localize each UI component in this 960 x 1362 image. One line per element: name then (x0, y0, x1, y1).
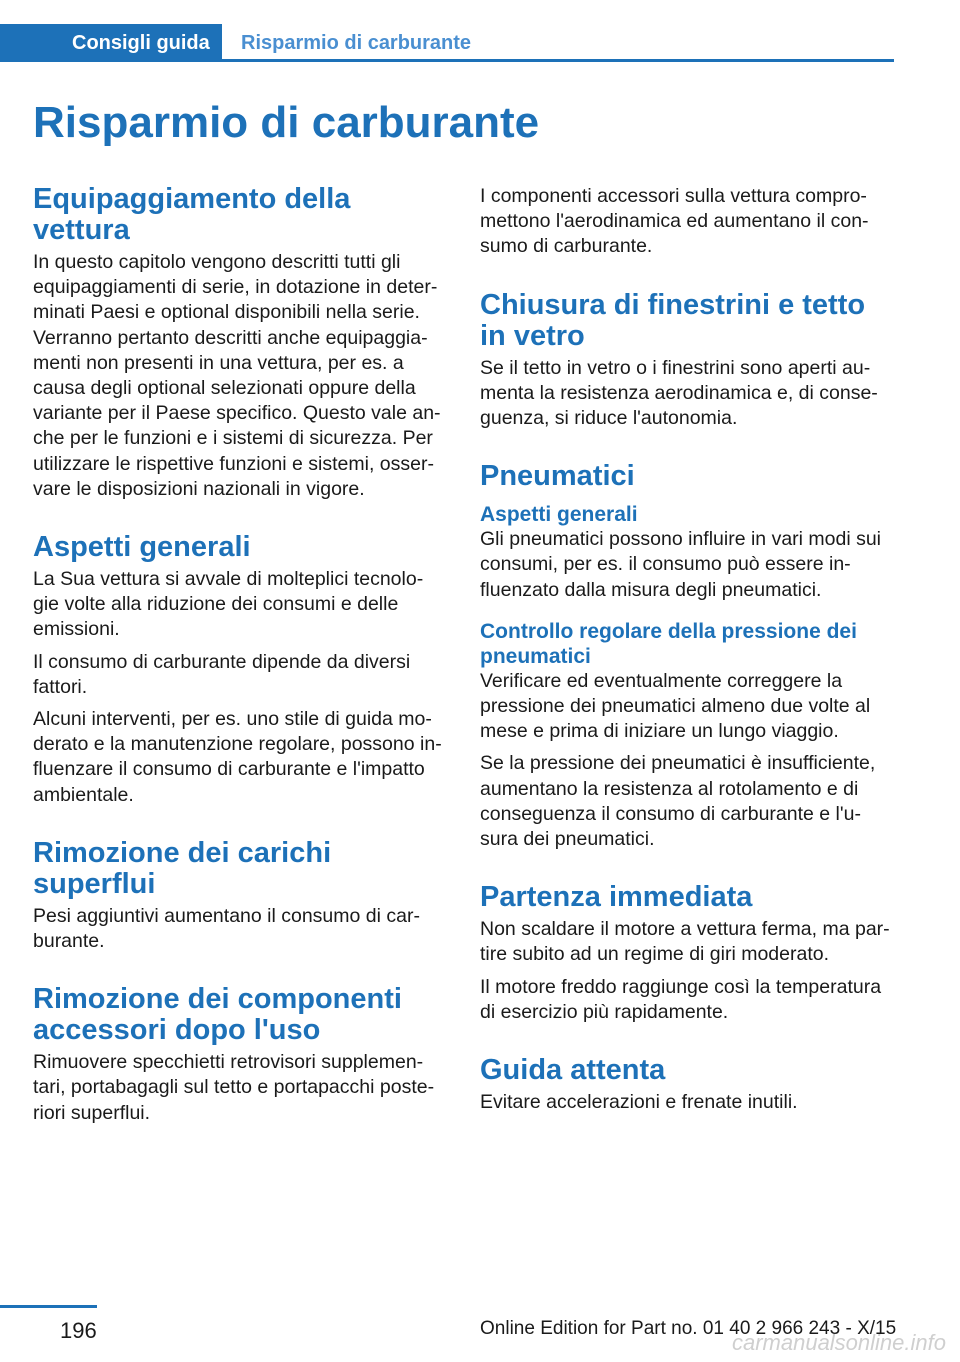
edition-note: Online Edition for Part no. 01 40 2 966 243 - X/15 (480, 1318, 897, 1339)
right-column (480, 184, 896, 1122)
section-heading-careful-driving: Guida attenta (480, 1054, 666, 1087)
paragraph: Alcuni interventi, per es. uno stile di guida mo‐derato e la manutenzione regolare, possono in‐fluenzare il consumo di carburante e l'impatto ambientale. (33, 708, 442, 806)
paragraph: Il motore freddo raggiunge così la temperatura di esercizio più rapidamente. (480, 975, 882, 1023)
watermark: carmanualsonline.info (731, 1330, 946, 1355)
section-heading-start: Partenza immediata (480, 881, 753, 914)
section-heading-equipment: Equipaggiamento della vettura (33, 183, 351, 246)
section-heading-tyres: Pneumatici (480, 460, 635, 493)
section-tab: Consigli guida (0, 24, 222, 62)
left-column (33, 184, 449, 1133)
footer-rule (0, 1305, 97, 1308)
paragraph: Gli pneumatici possono influire in vari modi sui consumi, per es. il consumo può essere in‐fluenzato dalla misura degli pneumatici. (480, 528, 882, 601)
paragraph: Non scaldare il motore a vettura ferma, ma par‐tire subito ad un regime di giri moderato. (480, 918, 890, 966)
section-heading-loads: Rimozione dei carichi superflui (33, 836, 332, 900)
section-heading-windows: Chiusura di finestrini e tetto in vetro (480, 288, 866, 352)
section-heading-general: Aspetti generali (33, 531, 251, 564)
paragraph: Evitare accelerazioni e frenate inutili. (480, 1091, 798, 1114)
paragraph: In questo capitolo vengono descritti tutti gli equipaggiamenti di serie, in dotazione in deter‐minati Paesi e optional disponibili nella serie. Verranno pertanto descritti anche equipaggia‐menti non presenti in una vettura, per es. a causa degli optional selezionati oppure della variante per il Paese specifico. Questo vale an‐che per le funzioni e i sistemi di sicurezza. Per utilizzare le rispettive funzioni e sistemi, osser‐vare le disposizioni nazionali in vigore. (33, 251, 441, 500)
paragraph: I componenti accessori sulla vettura compro‐mettono l'aerodinamica ed aumentano il con‐sumo di carburante. (480, 185, 869, 258)
subheading-pressure: Controllo regolare della pressione dei pneumatici (480, 619, 857, 668)
paragraph: Verificare ed eventualmente correggere la pressione dei pneumatici almeno due volte al mese e prima di iniziare un lungo viaggio. (480, 669, 871, 743)
paragraph: Se il tetto in vetro o i finestrini sono aperti au‐menta la resistenza aerodinamica e, di conse‐guenza, si riduce l'autonomia. (480, 356, 878, 430)
page-number: 196 (60, 1318, 97, 1343)
paragraph: Il consumo di carburante dipende da diversi fattori. (33, 650, 411, 698)
page-header (0, 24, 894, 62)
subsection-tab: Risparmio di carburante (241, 32, 472, 54)
header-rule (222, 59, 894, 62)
subheading-general: Aspetti generali (480, 503, 638, 527)
paragraph: La Sua vettura si avvale di molteplici tecnolo‐gie volte alla riduzione dei consumi e delle emissioni. (33, 568, 424, 641)
paragraph: Rimuovere specchietti retrovisori supplemen‐tari, portabagagli sul tetto e portapacchi poste‐riori superflui. (33, 1051, 435, 1124)
section-heading-accessories: Rimozione dei componenti accessori dopo l'uso (33, 983, 402, 1047)
paragraph: Se la pressione dei pneumatici è insufficiente, aumentano la resistenza al rotolamento e di conseguenza il consumo di carburante e l'u‐sura dei pneumatici. (480, 752, 876, 851)
page-title: Risparmio di carburante (33, 98, 540, 147)
paragraph: Pesi aggiuntivi aumentano il consumo di car‐burante. (33, 904, 420, 953)
